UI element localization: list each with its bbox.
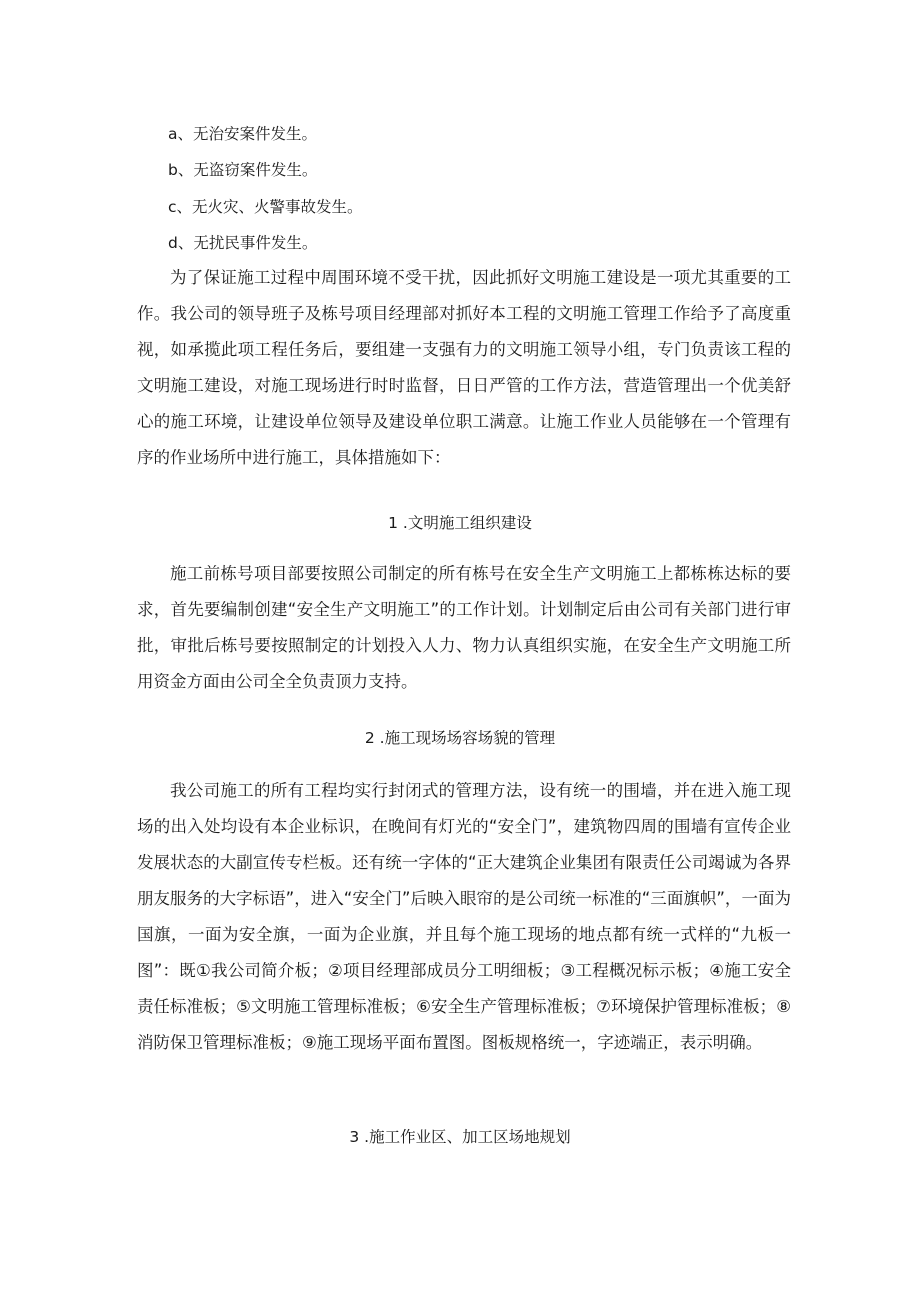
section-heading-3: 3 .施工作业区、加工区场地规划 [349, 1128, 571, 1146]
list-item-a: a、无治安案件发生。 [168, 125, 317, 143]
section-paragraph-1: 施工前栋号项目部要按照公司制定的所有栋号在安全生产文明施工上都栋栋达标的要求，首先要编制创建“安全生产文明施工”的工作计划。计划制定后由公司有关部门进行审批，审批后栋号要按照制定的计划投入人力、物力认真组织实施，在安全生产文明施工所用资金方面由公司全全负责顶力支持。 [137, 564, 791, 691]
list-item-b: b、无盗窃案件发生。 [168, 161, 318, 179]
intro-paragraph: 为了保证施工过程中周围环境不受干扰，因此抓好文明施工建设是一项尤其重要的工作。我公司的领导班子及栋号项目经理部对抓好本工程的文明施工管理工作给予了高度重视，如承揽此项工程任务后，要组建一支强有力的文明施工领导小组，专门负责该工程的文明施工建设，对施工现场进行时时监督，日日严管的工作方法，营造管理出一个优美舒心的施工环境，让建设单位领导及建设单位职工满意。让施工作业人员能够在一个管理有序的作业场所中进行施工，具体措施如下： [137, 268, 791, 467]
section-paragraph-2: 我公司施工的所有工程均实行封闭式的管理方法，设有统一的围墙，并在进入施工现场的出入处均设有本企业标识，在晚间有灯光的“安全门”，建筑物四周的围墙有宣传企业发展状态的大副宣传专栏板。还有统一字体的“正大建筑企业集团有限责任公司竭诚为各界朋友服务的大字标语”，进入“安全门”后映入眼帘的是公司统一标准的“三面旗帜”，一面为国旗，一面为安全旗，一面为企业旗，并且每个施工现场的地点都有统一式样的“九板一图”：既①我公司简介板；②项目经理部成员分工明细板；③工程概况标示板；④施工安全责任标准板；⑤文明施工管理标准板；⑥安全生产管理标准板；⑦环境保护管理标准板；⑧消防保卫管理标准板；⑨施工现场平面布置图。图板规格统一，字迹端正，表示明确。 [137, 781, 791, 1052]
section-heading-1: 1 .文明施工组织建设 [388, 514, 532, 532]
list-item-d: d、无扰民事件发生。 [168, 234, 318, 252]
section-heading-2: 2 .施工现场场容场貌的管理 [364, 729, 556, 747]
list-item-c: c、无火灾、火警事故发生。 [168, 198, 363, 216]
